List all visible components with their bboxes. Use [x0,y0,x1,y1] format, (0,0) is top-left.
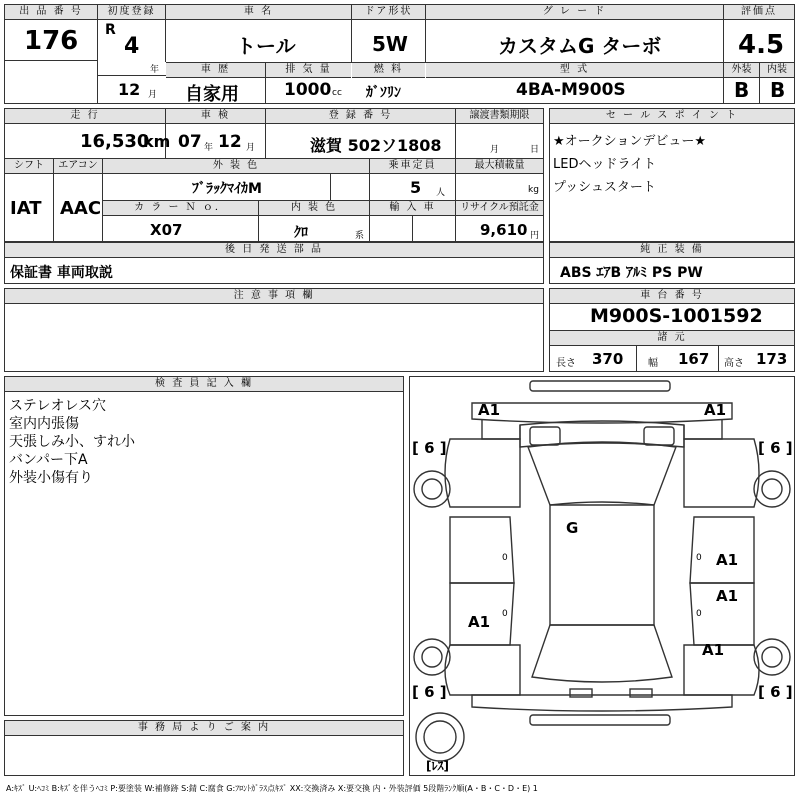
transfer-month: 月 [490,145,500,155]
equipment: ABS ｴｱB ｱﾙﾐ PS PW [560,265,703,281]
lot-label: 出 品 番 号 [5,5,97,20]
inspector-note: ステレオレス穴 [9,398,107,414]
int-grade: B [770,78,786,102]
int-label: 内装 [760,63,794,78]
door-type: 5W [372,32,408,56]
damage-mark: A1 [468,613,491,631]
chassis-number: M900S-1001592 [590,305,763,327]
insp-month: 12 [218,132,242,152]
history: 自家用 [185,84,239,105]
vehicle-info-block [4,108,544,242]
recycle-fee: 9,610 [480,221,528,239]
interior-color: ｸﾛ [294,225,308,241]
damage-mark: A1 [702,641,725,659]
shift-label: シフト [5,159,53,174]
color-no: X07 [150,221,183,239]
name-label: 車 名 [166,5,351,20]
year-unit: 年 [150,65,160,75]
exterior-color: ﾌﾞﾗｯｸﾏｲｶM [192,181,262,197]
month-unit: 月 [148,90,158,100]
damage-mark: A1 [478,401,501,419]
disp-label: 排 気 量 [266,63,351,78]
notes-label: 注 意 事 項 欄 [5,289,543,304]
capacity-label: 乗車定員 [370,159,455,174]
sales-point: プッシュスタート [553,180,656,195]
tire-depth: [ 6 ] [412,439,447,457]
sales-points-block [549,108,795,242]
reg-month: 12 [118,80,141,99]
displacement: 1000 [284,80,332,100]
load-unit: kg [528,185,539,195]
aircon: AAC [60,198,102,219]
color-label: 外 装 色 [103,159,369,174]
car-name: トール [236,34,296,58]
import-label: 輸 入 車 [370,201,455,216]
inspector-note: 天張しみ小、すれ小 [9,434,135,450]
tire-depth: [ 6 ] [412,683,447,701]
first-reg-label: 初度登録 [98,5,165,20]
spare-tire-status: [ﾚｽ] [426,759,449,773]
tire-depth: [ 6 ] [758,683,793,701]
sales-points-label: セ ー ル ス ポ イ ン ト [550,109,794,124]
insp-year-unit: 年 [204,143,214,153]
capacity-unit: 人 [436,188,446,198]
chassis-label: 車 台 番 号 [550,289,794,304]
inspector-note: 外装小傷有り [9,470,93,486]
insp-year: 07 [178,132,202,152]
door-label: ドア形状 [352,5,425,20]
sales-point: LEDヘッドライト [553,157,657,172]
mileage-label: 走 行 [5,109,165,124]
specs-label: 諸 元 [550,331,794,346]
later-parts: 保証書 車両取説 [10,265,113,281]
later-parts-label: 後 日 発 送 部 品 [5,243,543,258]
lot-number: 176 [24,26,79,56]
ext-label: 外装 [724,63,759,78]
model-label: 型 式 [426,63,723,78]
length-label: 長さ [556,358,576,369]
inspection-label: 車 検 [166,109,265,124]
era: R [105,22,116,38]
car-diagram [409,376,795,776]
capacity: 5 [410,178,422,197]
disp-unit: cc [332,88,342,98]
inspector-note: バンパー下A [9,452,88,468]
score: 4.5 [738,30,785,60]
reg-year: 4 [124,34,140,59]
recycle-unit: 円 [530,231,540,241]
interior-unit: 系 [355,231,365,241]
ext-grade: B [734,78,750,102]
plate: 滋賀 502ソ1808 [310,136,442,155]
width: 167 [678,350,710,368]
sales-point: ★オークションデビュー★ [553,134,707,149]
grade-label: グ レ ー ド [426,5,723,20]
mileage-unit: km [143,132,171,151]
recycle-label: リサイクル預託金 [456,201,543,216]
dent-mark: 0 [502,553,508,563]
inspector-label: 検 査 員 記 入 欄 [5,377,403,392]
fuel-label: 燃 料 [352,63,425,78]
score-label: 評価点 [724,5,794,20]
interior-label: 内 装 色 [259,201,369,216]
height-label: 高さ [724,358,744,369]
ac-label: エアコン [54,159,102,174]
mileage: 16,530 [80,131,150,152]
insp-month-unit: 月 [246,143,256,153]
length: 370 [592,350,624,368]
fuel: ｶﾞｿﾘﾝ [366,85,401,101]
damage-mark: A1 [716,587,739,605]
grade: カスタムG ターボ [498,34,662,58]
damage-mark: A1 [716,551,739,569]
damage-mark: A1 [704,401,727,419]
equipment-label: 純 正 装 備 [550,243,794,258]
dent-mark: 0 [696,553,702,563]
dent-mark: 0 [502,609,508,619]
office-label: 事 務 局 よ り ご 案 内 [5,721,403,736]
color-no-label: カ ラ ー Ｎ ｏ． [103,201,258,216]
car-outline [410,377,794,775]
transfer-label: 譲渡書類期限 [456,109,543,124]
plate-label: 登 録 番 号 [266,109,455,124]
tire-depth: [ 6 ] [758,439,793,457]
history-label: 車 歴 [166,63,265,78]
width-label: 幅 [648,358,658,369]
model-code: 4BA-M900S [516,80,626,100]
dent-mark: 0 [696,609,702,619]
damage-legend: A:ｷｽﾞ U:ﾍｺﾐ B:ｷｽﾞを伴うﾍｺﾐ P:要塗装 W:補修跡 S:錆 C:腐食 G:ﾌﾛﾝﾄｶﾞﾗｽ点ｷｽﾞ XX:交換済み X:要交換 内・外装評価 5段階ﾗﾝｸ順(A・B・C・D・E) 1 [6,784,538,793]
load-label: 最大積載量 [456,159,543,174]
damage-mark: G [566,519,579,537]
inspector-note: 室内内張傷 [9,416,79,432]
transfer-day: 日 [530,145,540,155]
shift: IAT [10,198,42,219]
height: 173 [756,350,788,368]
